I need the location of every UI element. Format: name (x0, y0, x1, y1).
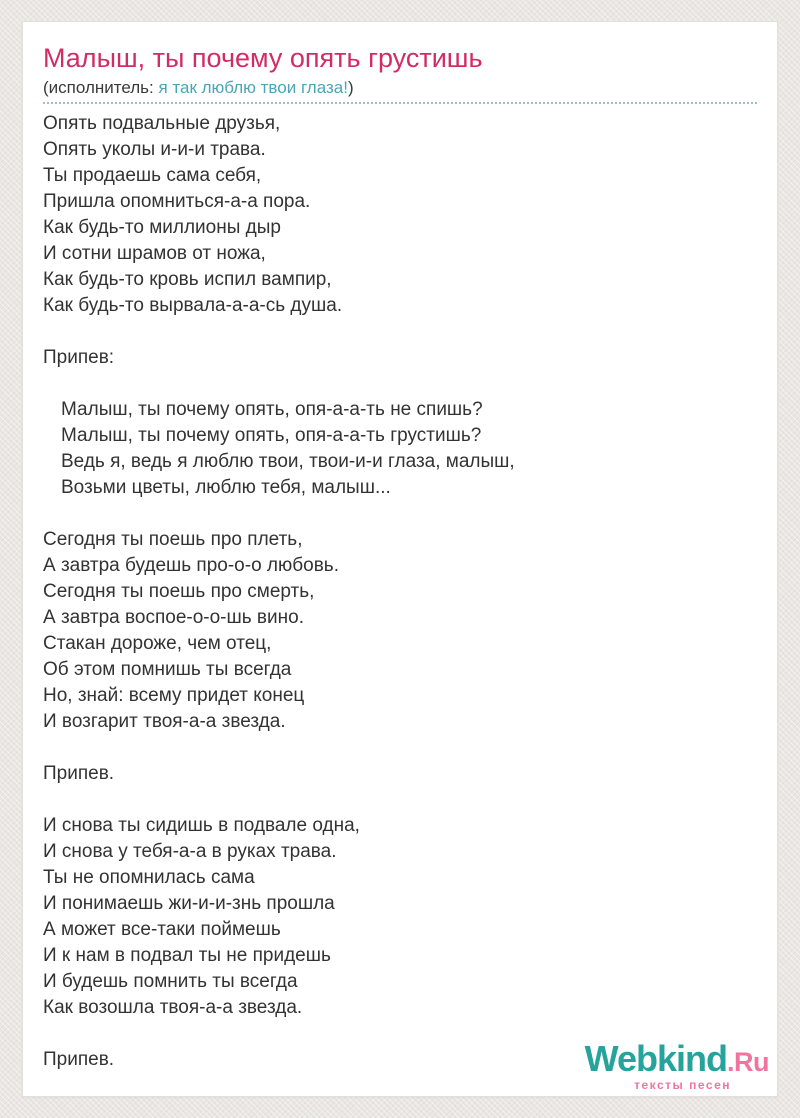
lyrics-line: Но, знай: всему придет конец (43, 685, 305, 706)
lyrics-line: Об этом помнишь ты всегда (43, 659, 292, 680)
lyrics-line: Пришла опомниться-а-а пора. (43, 191, 311, 212)
lyrics-line: Малыш, ты почему опять, опя-а-а-ть не спишь? (61, 399, 483, 420)
lyrics-line: Как будь-то кровь испил вампир, (43, 269, 332, 290)
lyrics-line: И будешь помнить ты всегда (43, 971, 298, 992)
lyrics-line: И снова ты сидишь в подвале одна, (43, 815, 360, 836)
artist-line (43, 77, 757, 98)
lyrics-line: Возьми цветы, люблю тебя, малыш... (61, 477, 391, 498)
stanza-chorus (43, 397, 757, 501)
artist-link[interactable]: я так люблю твои глаза! (158, 78, 348, 97)
logo-webkind-text: Webkind (584, 1038, 727, 1079)
lyrics-line: Как будь-то вырвала-а-а-сь душа. (43, 295, 343, 316)
stanza-verse-1 (43, 111, 757, 319)
lyrics-line: Сегодня ты поешь про плеть, (43, 529, 303, 550)
lyrics-card (22, 21, 778, 1097)
stanza-verse-3 (43, 813, 757, 1021)
lyrics-line: Опять подвальные друзья, (43, 113, 281, 134)
lyrics-line: И сотни шрамов от ножа, (43, 243, 266, 264)
lyrics-line: И понимаешь жи-и-и-знь прошла (43, 893, 335, 914)
lyrics-text (43, 111, 757, 1073)
header (43, 44, 757, 104)
logo-tagline: тексты песен (634, 1078, 731, 1092)
lyrics-line: Как будь-то миллионы дыр (43, 217, 281, 238)
lyrics-line: И снова у тебя-а-а в руках трава. (43, 841, 337, 862)
lyrics-line: Малыш, ты почему опять, опя-а-а-ть грустишь? (61, 425, 482, 446)
artist-line-suffix: ) (347, 78, 354, 97)
lyrics-line: Ты продаешь сама себя, (43, 165, 262, 186)
stanza-chorus-label (43, 345, 757, 371)
lyrics-line: Как возошла твоя-а-а звезда. (43, 997, 303, 1018)
lyrics-line: Ведь я, ведь я люблю твои, твои-и-и глаза, малыш, (61, 451, 515, 472)
page-title: Малыш, ты почему опять грустишь (43, 43, 483, 73)
stanza-verse-2 (43, 527, 757, 735)
logo-ru-text: .Ru (727, 1047, 769, 1077)
lyrics-line: А завтра воспое-о-о-шь вино. (43, 607, 304, 628)
stanza-chorus-repeat-1 (43, 761, 757, 787)
lyrics-line: Опять уколы и-и-и трава. (43, 139, 266, 160)
lyrics-line: Стакан дороже, чем отец, (43, 633, 272, 654)
artist-label: (исполнитель: (43, 78, 159, 97)
lyrics-line: Ты не опомнилась сама (43, 867, 255, 888)
lyrics-line: Припев: (43, 347, 115, 368)
lyrics-line: Припев. (43, 763, 115, 784)
lyrics-line: И возгарит твоя-а-а звезда. (43, 711, 286, 732)
lyrics-line: А может все-таки поймешь (43, 919, 281, 940)
logo-wordmark (584, 1038, 769, 1079)
webkind-logo[interactable] (584, 1038, 769, 1092)
lyrics-line: Сегодня ты поешь про смерть, (43, 581, 315, 602)
lyrics-line: Припев. (43, 1049, 115, 1070)
lyrics-line: А завтра будешь про-о-о любовь. (43, 555, 339, 576)
lyrics-line: И к нам в подвал ты не придешь (43, 945, 331, 966)
